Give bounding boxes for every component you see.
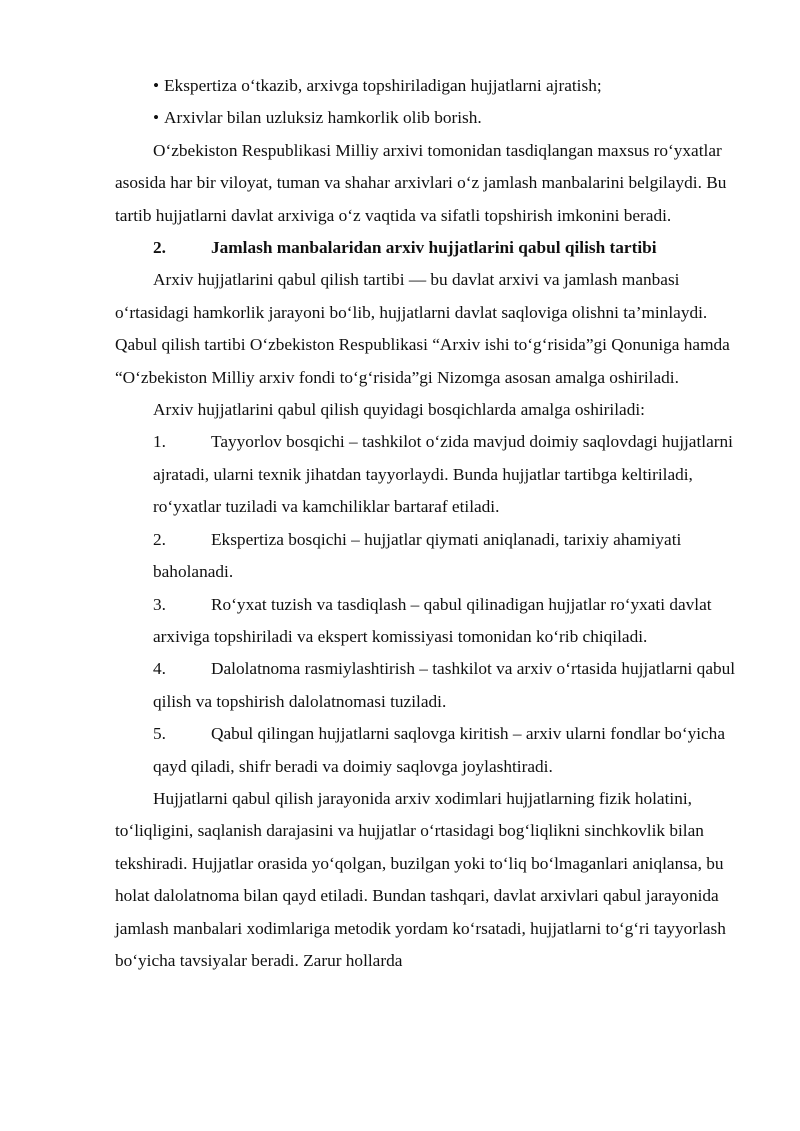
list-item: 2. Ekspertiza bosqichi – hujjatlar qiymati aniqlanadi, tarixiy ahamiyati baholanadi. bbox=[115, 524, 740, 589]
list-item: 5. Qabul qilingan hujjatlarni saqlovga kiritish – arxiv ularni fondlar bo‘yicha qayd qiladi, shifr beradi va doimiy saqlovga joylashtiradi. bbox=[115, 718, 740, 783]
section-heading bbox=[115, 232, 740, 264]
list-number: 1. bbox=[153, 432, 166, 452]
list-number: 5. bbox=[153, 724, 166, 744]
list-item: 3. Ro‘yxat tuzish va tasdiqlash – qabul qilinadigan hujjatlar ro‘yxati davlat arxiviga topshiriladi va ekspert komissiyasi tomonidan ko‘rib chiqiladi. bbox=[115, 589, 740, 654]
paragraph: O‘zbekiston Respublikasi Milliy arxivi tomonidan tasdiqlangan maxsus ro‘yxatlar asosida har bir viloyat, tuman va shahar arxivlari o‘z jamlash manbalarini belgilaydi. Bu tartib hujjatlarni davlat arxiviga o‘z vaqtida va sifatli topshirish imkonini beradi. bbox=[115, 140, 727, 225]
bullet-item: • Ekspertiza o‘tkazib, arxivga topshiriladigan hujjatlarni ajratish; bbox=[115, 70, 740, 102]
list-item: 4. Dalolatnoma rasmiylashtirish – tashkilot va arxiv o‘rtasida hujjatlarni qabul qilish va topshirish dalolatnomasi tuziladi. bbox=[115, 653, 740, 718]
list-number: 4. bbox=[153, 659, 166, 679]
section-title: Jamlash manbalaridan arxiv hujjatlarini qabul qilish tartibi bbox=[211, 238, 657, 258]
document-page bbox=[115, 70, 740, 977]
list-number: 2. bbox=[153, 529, 166, 549]
list-item: 1. Tayyorlov bosqichi – tashkilot o‘zida mavjud doimiy saqlovdagi hujjatlarni ajratadi, ularni texnik jihatdan tayyorlaydi. Bunda hujjatlar tartibga keltiriladi, ro‘yxatlar tuziladi va kamchiliklar bartaraf etiladi. bbox=[115, 426, 740, 523]
bullet-item: • Arxivlar bilan uzluksiz hamkorlik olib borish. bbox=[115, 102, 740, 134]
paragraph: Arxiv hujjatlarini qabul qilish tartibi — bu davlat arxivi va jamlash manbasi o‘rtasidagi hamkorlik jarayoni bo‘lib, hujjatlarni davlat saqloviga olishni ta’minlaydi. Qabul qilish tartibi O‘zbekiston Respublikasi “Arxiv ishi to‘g‘risida”gi Qonuniga hamda “O‘zbekiston Milliy arxiv fondi to‘g‘risida”gi Nizomga asosan amalga oshiriladi. bbox=[115, 270, 730, 387]
paragraph: Hujjatlarni qabul qilish jarayonida arxiv xodimlari hujjatlarning fizik holatini, to‘liqligini, saqlanish darajasini va hujjatlar o‘rtasidagi bog‘liqlikni sinchkovlik bilan tekshiradi. Hujjatlar orasida yo‘qolgan, buzilgan yoki to‘liq bo‘lmaganlari aniqlansa, bu holat dalolatnoma bilan qayd etiladi. Bundan tashqari, davlat arxivlari qabul jarayonida jamlash manbalari xodimlariga metodik yordam ko‘rsatadi, hujjatlarni to‘g‘ri tayyorlash bo‘yicha tavsiyalar beradi. Zarur hollarda bbox=[115, 788, 726, 970]
paragraph: Arxiv hujjatlarini qabul qilish quyidagi bosqichlarda amalga oshiriladi: bbox=[153, 400, 645, 420]
bullet-icon: • bbox=[153, 108, 160, 128]
section-number: 2. bbox=[153, 238, 166, 258]
list-number: 3. bbox=[153, 594, 166, 614]
bullet-icon: • bbox=[153, 76, 160, 95]
